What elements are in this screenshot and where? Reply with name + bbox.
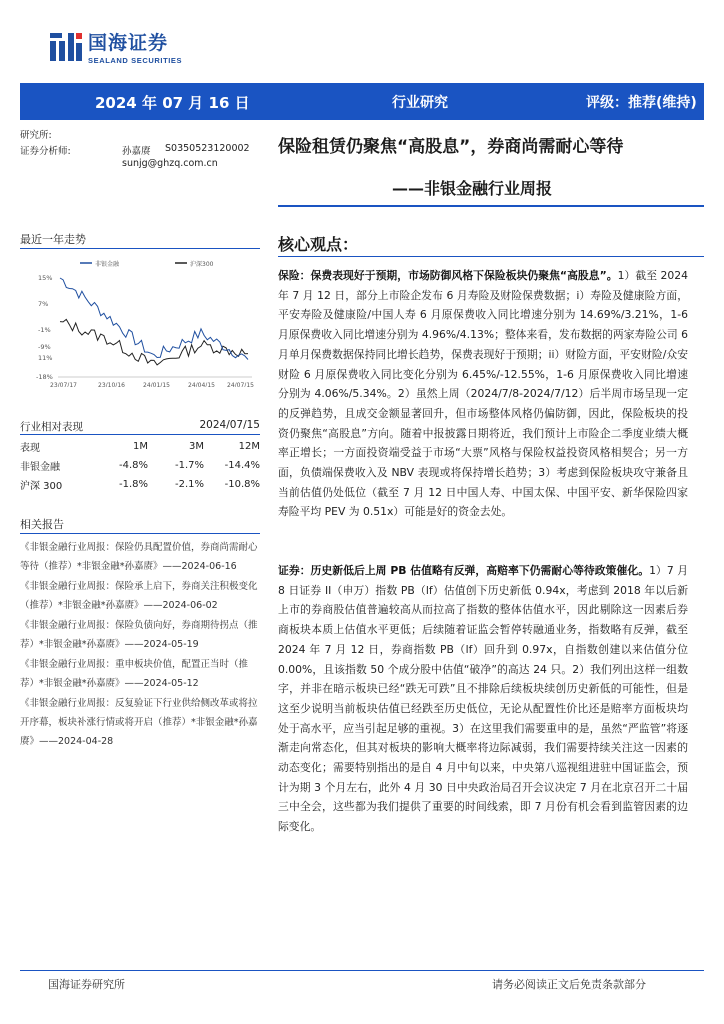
- related-report-link[interactable]: 《非银金融行业周报：反复验证下行业供给侧改革或将拉开序幕，板块补涨行情或将开启（推荐）*非银金融*孙嘉赓》——2024-04-28: [20, 698, 258, 747]
- researcher-label: 研究所:: [20, 130, 52, 141]
- table-cell: -10.8%: [224, 479, 260, 490]
- legend-index-label: 沪深300: [190, 261, 214, 268]
- analyst-cert: S0350523120002: [165, 143, 250, 154]
- analyst-email[interactable]: sunjg@ghzq.com.cn: [122, 158, 218, 169]
- related-report-link[interactable]: 《非银金融行业周报：保险仍具配置价值，券商尚需耐心等待（推荐）*非银金融*孙嘉赓》——2024-06-16: [20, 542, 258, 572]
- y-tick: 7%: [38, 300, 49, 308]
- related-report-link[interactable]: 《非银金融行业周报：保险负债向好，券商期待拐点（推荐）*非银金融*孙嘉赓》——2024-05-19: [20, 620, 258, 650]
- header-banner: [20, 83, 704, 120]
- x-tick: 24/07/15: [227, 382, 254, 387]
- table-cell: -1.8%: [118, 479, 148, 490]
- report-subtitle: ——非银金融行业周报: [392, 179, 553, 198]
- footer-disclaimer: 请务必阅读正文后免责条款部分: [492, 978, 646, 991]
- analyst-name: 孙嘉赓: [122, 146, 151, 157]
- related-divider: [20, 533, 260, 534]
- table-cell: -1.7%: [174, 460, 204, 471]
- core-heading: 核心观点：: [278, 235, 359, 254]
- trend-divider: [20, 248, 260, 249]
- y-tick: -9%: [38, 343, 51, 351]
- series-line-sector: [60, 278, 248, 360]
- table-header-cell: 1M: [133, 441, 148, 452]
- footer-institute: 国海证券研究所: [48, 978, 125, 991]
- securities-body: 1）7 月 8 日证券 II（申万）指数 PB（lf）估值创下历史新低 0.94x，考虑到 2018 年以后新上市的券商股估值普遍较高从而拉高了指数的整体估值水平，因此剔除这一因素后券商板块本质上估值水平更低；后续随着证监会暂停转融通业务，指数略有反弹，截至 2024 年 7 月 12 日，券商指数 PB（lf）回升到 0.97x，自指数创建以来估值分位 0.00%，且该指数 50 个成分股中估值“破净”的高达 24 只。2）我们列出这样一组数字，并非在暗示板块已经“跌无可跌”且不排除后续板块续创历史新低的可能性，但是这至少说明当前板块估值已经跌至历史低位，无论从配置性价比还是赔率方面板块均处于高水平，应当引起足够的重视。3）在这里我们需要重申的是，虽然“严监管”将逐渐走向常态化，但其对板块的影响大概率将边际减弱，我们需要持续关注这一因素的动态变化；需要特别指出的是自 4 月中旬以来，中央第八巡视组进驻中国证监会，预计为期 3 个月左右，此外 4 月 30 日中央政治局召开会议决定 7 月在北京召开二十届三中全会，这些都为我们提供了重要的时间线索，即 7 月份有机会看到监管因素的边际变化。: [278, 564, 688, 834]
- core-divider: [278, 256, 704, 257]
- y-tick: -1%: [38, 326, 51, 334]
- table-header-cell: 3M: [189, 441, 204, 452]
- report-title: 保险租赁仍聚焦“高股息”，券商尚需耐心等待: [278, 137, 624, 157]
- y-tick: 15%: [38, 274, 53, 282]
- analyst-label: 证券分析师:: [20, 146, 71, 157]
- logo-name-en: SEALAND SECURITIES: [88, 56, 183, 65]
- y-tick: -18%: [36, 373, 53, 381]
- insurance-body: 1）截至 2024 年 7 月 12 日，部分上市险企发布 6 月寿险及财险保费数据；i）寿险及健康险方面，平安寿险及健康险/中国人寿 6 月原保费收入同比增速分别为 14.69%/3.21%，1-6 月原保费收入同比增速分别为 4.96%/4.13%；整体来看，发布数据的两家寿险公司 6 月单月保费数据保持同比增长趋势，保费表现好于预期；ii）财险方面，平安财险/众安财险 6 月原保费收入同比变化分别为 6.45%/-12.55%，1-6 月原保费收入同比增速分别为 4.06%/5.34%。2）虽然上周（2024/7/8-2024/7/12）后半周市场呈现一定的反弹趋势，且成交金额显著回升，但市场整体风格仍偏防御，因此，保险板块的投资仍聚焦“高股息”方向。随着中报披露日期将近，我们预计上市险企二季度业绩大概率正增长；一方面投资端受益于市场“大票”风格与保险权益投资风格相契合；另一方面，负债端保费收入及 NBV 表现或将保持增长趋势；3）考虑到保险板块攻守兼备且当前估值仍处低位（截至 7 月 12 日中国人寿、中国太保、中国平安、新华保险四家寿险平均 PEV 为 0.51x）可能是好的资金去处。: [278, 269, 688, 519]
- trend-heading: 最近一年走势: [20, 233, 86, 246]
- sealand-logo-icon: [48, 29, 84, 65]
- related-heading: 相关报告: [20, 518, 64, 531]
- y-tick: 11%: [38, 354, 53, 362]
- table-header-cell: 表现: [20, 443, 40, 454]
- insurance-paragraph: [278, 266, 688, 522]
- x-tick: 24/04/15: [188, 382, 215, 387]
- title-divider: [278, 205, 704, 207]
- performance-divider: [20, 434, 260, 435]
- table-cell: -4.8%: [118, 460, 148, 471]
- securities-paragraph: [278, 561, 688, 837]
- legend-sector-label: 非银金融: [95, 261, 120, 268]
- performance-table: [20, 437, 260, 494]
- related-reports-list: [20, 538, 260, 752]
- performance-title-row: [20, 419, 260, 434]
- x-tick: 23/07/17: [50, 382, 77, 387]
- x-tick: 24/01/15: [143, 382, 170, 387]
- table-header-cell: 12M: [238, 441, 260, 452]
- x-tick: 23/10/16: [98, 382, 125, 387]
- related-report-link[interactable]: 《非银金融行业周报：保险承上启下，券商关注积极变化（推荐）*非银金融*孙嘉赓》——2024-06-02: [20, 581, 258, 611]
- insurance-lead: 保险：保费表现好于预期，市场防御风格下保险板块仍聚焦“高股息”。: [278, 269, 618, 282]
- table-cell: -2.1%: [174, 479, 204, 490]
- table-cell: -14.4%: [224, 460, 260, 471]
- securities-lead: 证券：历史新低后上周 PB 估值略有反弹，高赔率下仍需耐心等待政策催化。: [278, 564, 650, 577]
- table-header-row: [20, 437, 260, 456]
- report-category: 行业研究: [392, 95, 448, 111]
- table-row: [20, 475, 260, 494]
- company-logo: [48, 28, 182, 65]
- report-rating: 评级：推荐(维持): [586, 95, 697, 111]
- logo-name-cn: 国海证券: [88, 32, 169, 54]
- performance-date: 2024/07/15: [199, 419, 260, 431]
- performance-title: 行业相对表现: [20, 421, 83, 433]
- table-cell: 沪深 300: [20, 481, 63, 492]
- related-report-link[interactable]: 《非银金融行业周报：重申板块价值，配置正当时（推荐）*非银金融*孙嘉赓》——2024-05-12: [20, 659, 249, 689]
- trend-chart-svg: [20, 252, 260, 387]
- table-cell: 非银金融: [20, 462, 60, 473]
- table-row: [20, 456, 260, 475]
- footer-divider: [20, 970, 704, 971]
- trend-chart: [20, 252, 260, 387]
- report-date: 2024 年 07 月 16 日: [95, 94, 250, 112]
